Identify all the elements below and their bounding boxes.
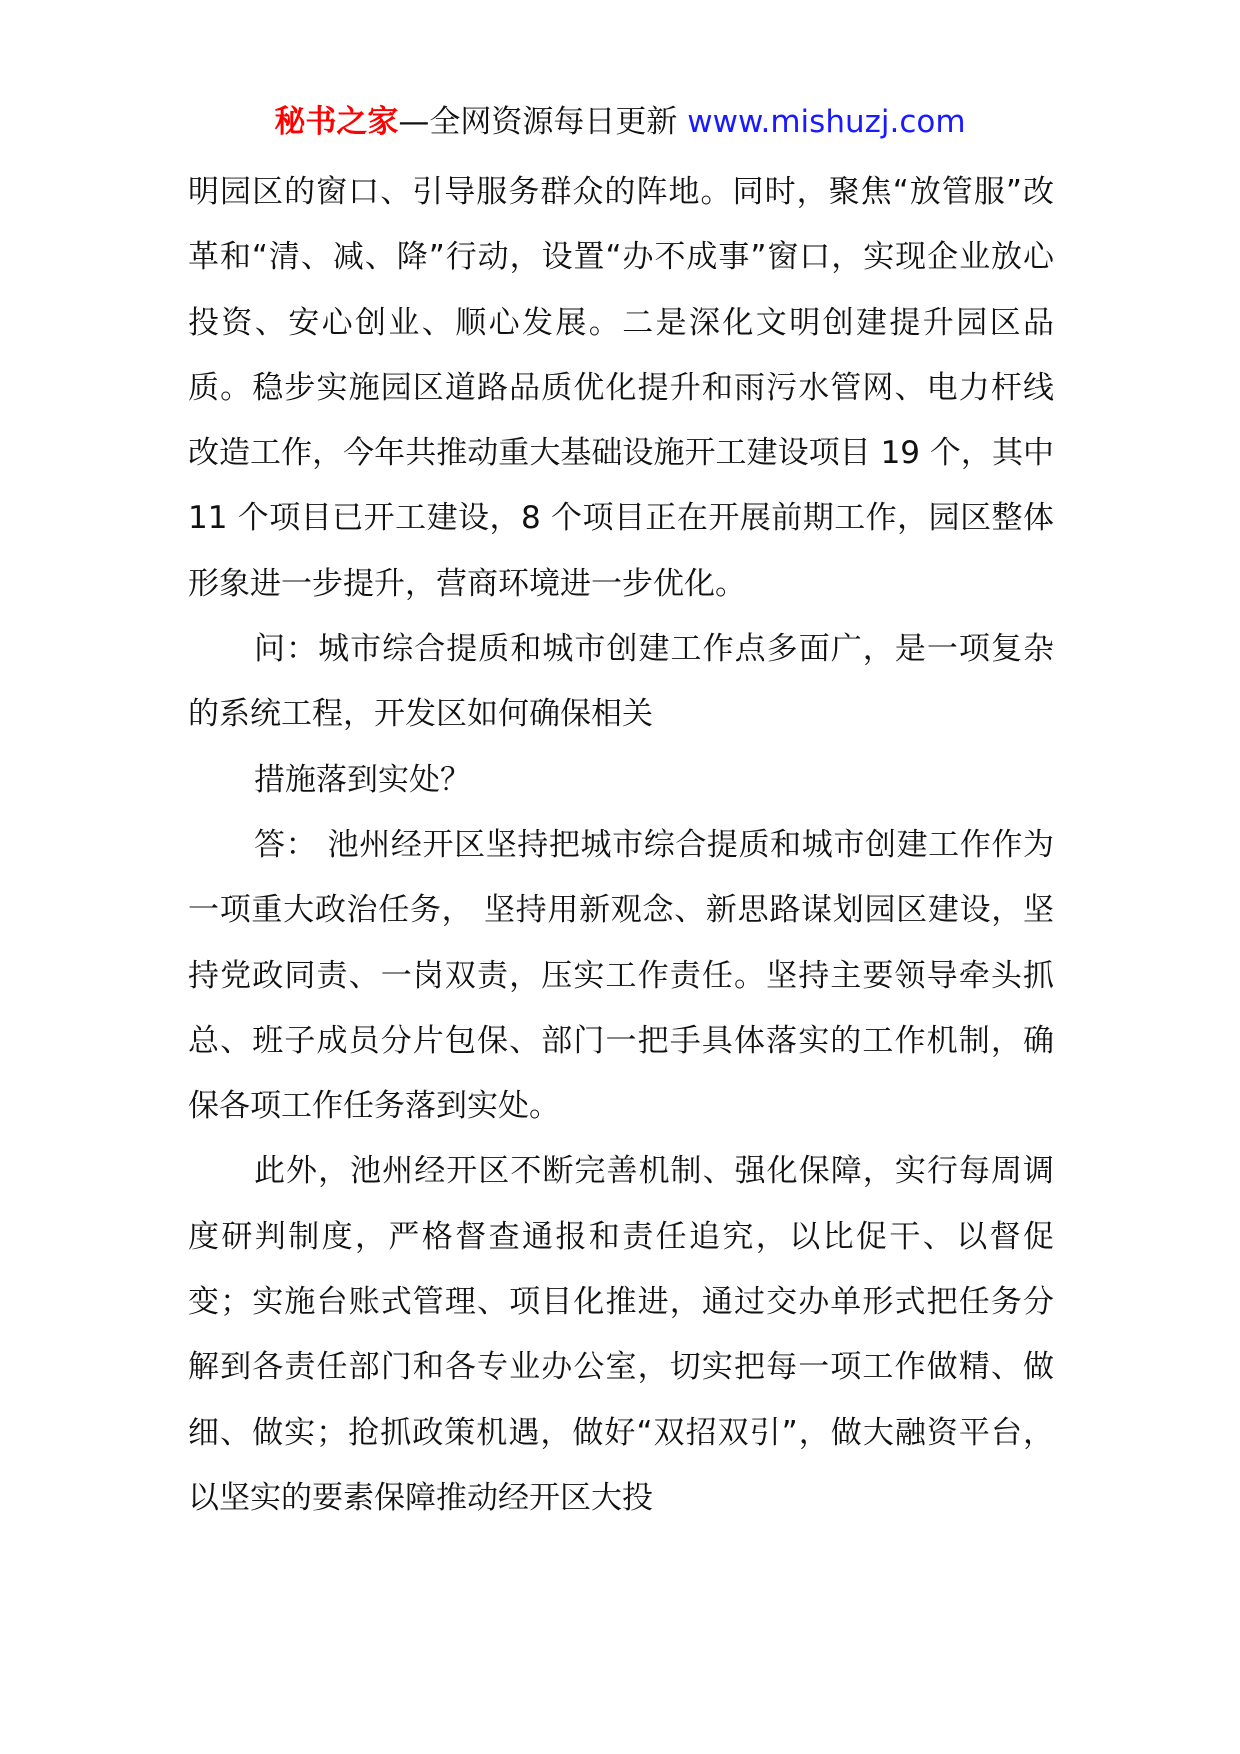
paragraph-additional: 此外，池州经开区不断完善机制、强化保障，实行每周调度研判制度，严格督查通报和责任追究，以比促干、以督促变；实施台账式管理、项目化推进，通过交办单形式把任务分解到各责任部门和各专业办公室，切实把每一项工作做精、做细、做实；抢抓政策机遇，做好“双招双引”，做大融资平台，以坚实的要素保障推动经开区大投	[188, 1153, 1054, 1516]
paragraph-question-continued: 措施落到实处？	[254, 761, 471, 798]
document-body	[188, 160, 1054, 1531]
paragraph-question: 问：城市综合提质和城市创建工作点多面广，是一项复杂的系统工程，开发区如何确保相关	[188, 631, 1054, 733]
header-tagline: —全网资源每日更新	[398, 104, 678, 140]
brand-name: 秘书之家	[274, 104, 399, 140]
paragraph-answer: 答： 池州经开区坚持把城市综合提质和城市创建工作作为一项重大政治任务， 坚持用新观念、新思路谋划园区建设，坚持党政同责、一岗双责，压实工作责任。坚持主要领导牵头抓总、班子成员分片包保、部门一把手具体落实的工作机制，确保各项工作任务落到实处。	[188, 826, 1054, 1125]
paragraph-continuation: 明园区的窗口、引导服务群众的阵地。同时，聚焦“放管服”改革和“清、减、降”行动，设置“办不成事”窗口，实现企业放心投资、安心创业、顺心发展。二是深化文明创建提升园区品质。稳步实施园区道路品质优化提升和雨污水管网、电力杆线改造工作，今年共推动重大基础设施开工建设项目 19 个，其中 11 个项目已开工建设，8 个项目正在开展前期工作，园区整体形象进一步提升，营商环境进一步优化。	[188, 174, 1054, 602]
website-link[interactable]: www.mishuzj.com	[687, 104, 966, 140]
page-header	[0, 100, 1240, 144]
